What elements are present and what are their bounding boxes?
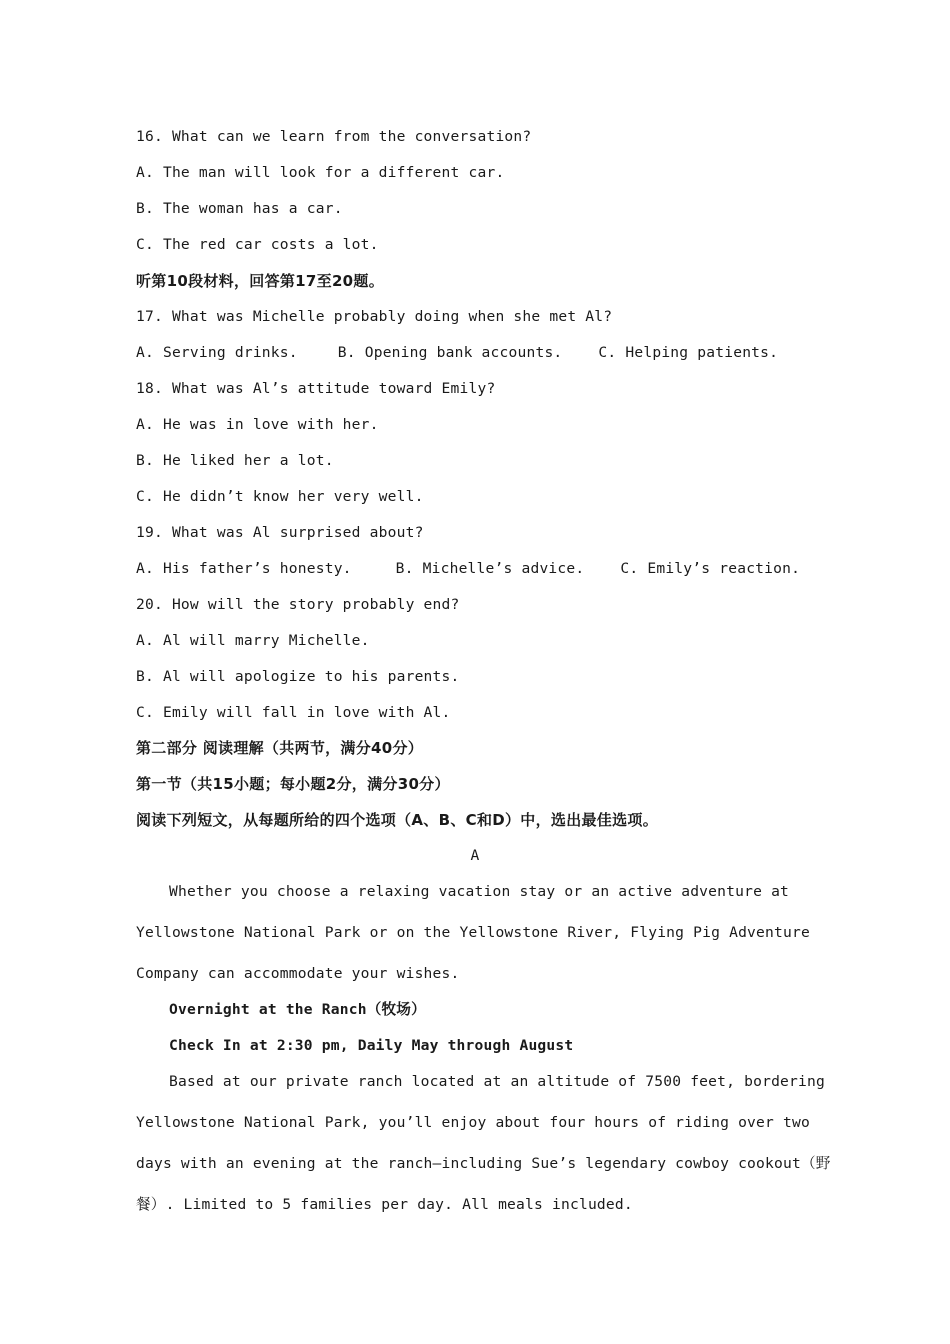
passage-body-line-2: Yellowstone National Park, you’ll enjoy about four hours of riding over two (136, 1114, 810, 1131)
question-19-option-b: B. Michelle’s advice. (395, 560, 585, 577)
question-16-option-b: B. The woman has a car. (136, 200, 343, 217)
question-17-option-c: C. Helping patients. (598, 344, 779, 361)
question-16: 16. What can we learn from the conversation? (136, 128, 532, 145)
question-17-option-b: B. Opening bank accounts. (337, 344, 563, 361)
passage-label: A (470, 847, 480, 864)
passage-body-line-3: days with an evening at the ranch—including Sue’s legendary cowboy cookout（野 (136, 1155, 831, 1172)
question-19-options (136, 560, 800, 578)
listening-instruction-material-10: 听第10段材料，回答第17至20题。 (136, 272, 385, 290)
question-19-option-c: C. Emily’s reaction. (620, 560, 801, 577)
section-1-heading: 第一节（共15小题；每小题2分，满分30分） (136, 775, 450, 793)
question-17-option-a: A. Serving drinks. (136, 344, 298, 361)
passage-body-line-1: Based at our private ranch located at an altitude of 7500 feet, bordering (169, 1073, 825, 1090)
passage-intro-line-2: Yellowstone National Park or on the Yellowstone River, Flying Pig Adventure (136, 924, 810, 941)
question-18-option-b: B. He liked her a lot. (136, 452, 334, 469)
passage-subheading-check-in: Check In at 2:30 pm, Daily May through August (169, 1037, 574, 1054)
passage-subheading-ranch: Overnight at the Ranch（牧场） (169, 1001, 426, 1018)
question-18: 18. What was Al’s attitude toward Emily? (136, 380, 496, 397)
part-2-heading: 第二部分 阅读理解（共两节，满分40分） (136, 739, 424, 757)
passage-intro-line-3: Company can accommodate your wishes. (136, 965, 460, 982)
question-18-option-c: C. He didn’t know her very well. (136, 488, 424, 505)
question-17: 17. What was Michelle probably doing when she met Al? (136, 308, 613, 325)
passage-body-line-4: 餐）. Limited to 5 families per day. All meals included. (136, 1196, 633, 1213)
question-16-option-c: C. The red car costs a lot. (136, 236, 379, 253)
question-19: 19. What was Al surprised about? (136, 524, 424, 541)
question-19-option-a: A. His father’s honesty. (136, 560, 352, 577)
reading-instruction: 阅读下列短文，从每题所给的四个选项（A、B、C和D）中，选出最佳选项。 (136, 811, 659, 829)
passage-intro-line-1: Whether you choose a relaxing vacation stay or an active adventure at (169, 883, 790, 900)
question-18-option-a: A. He was in love with her. (136, 416, 379, 433)
question-20-option-b: B. Al will apologize to his parents. (136, 668, 460, 685)
question-20: 20. How will the story probably end? (136, 596, 460, 613)
question-17-options (136, 344, 778, 362)
question-20-option-c: C. Emily will fall in love with Al. (136, 704, 451, 721)
question-20-option-a: A. Al will marry Michelle. (136, 632, 370, 649)
question-16-option-a: A. The man will look for a different car. (136, 164, 505, 181)
